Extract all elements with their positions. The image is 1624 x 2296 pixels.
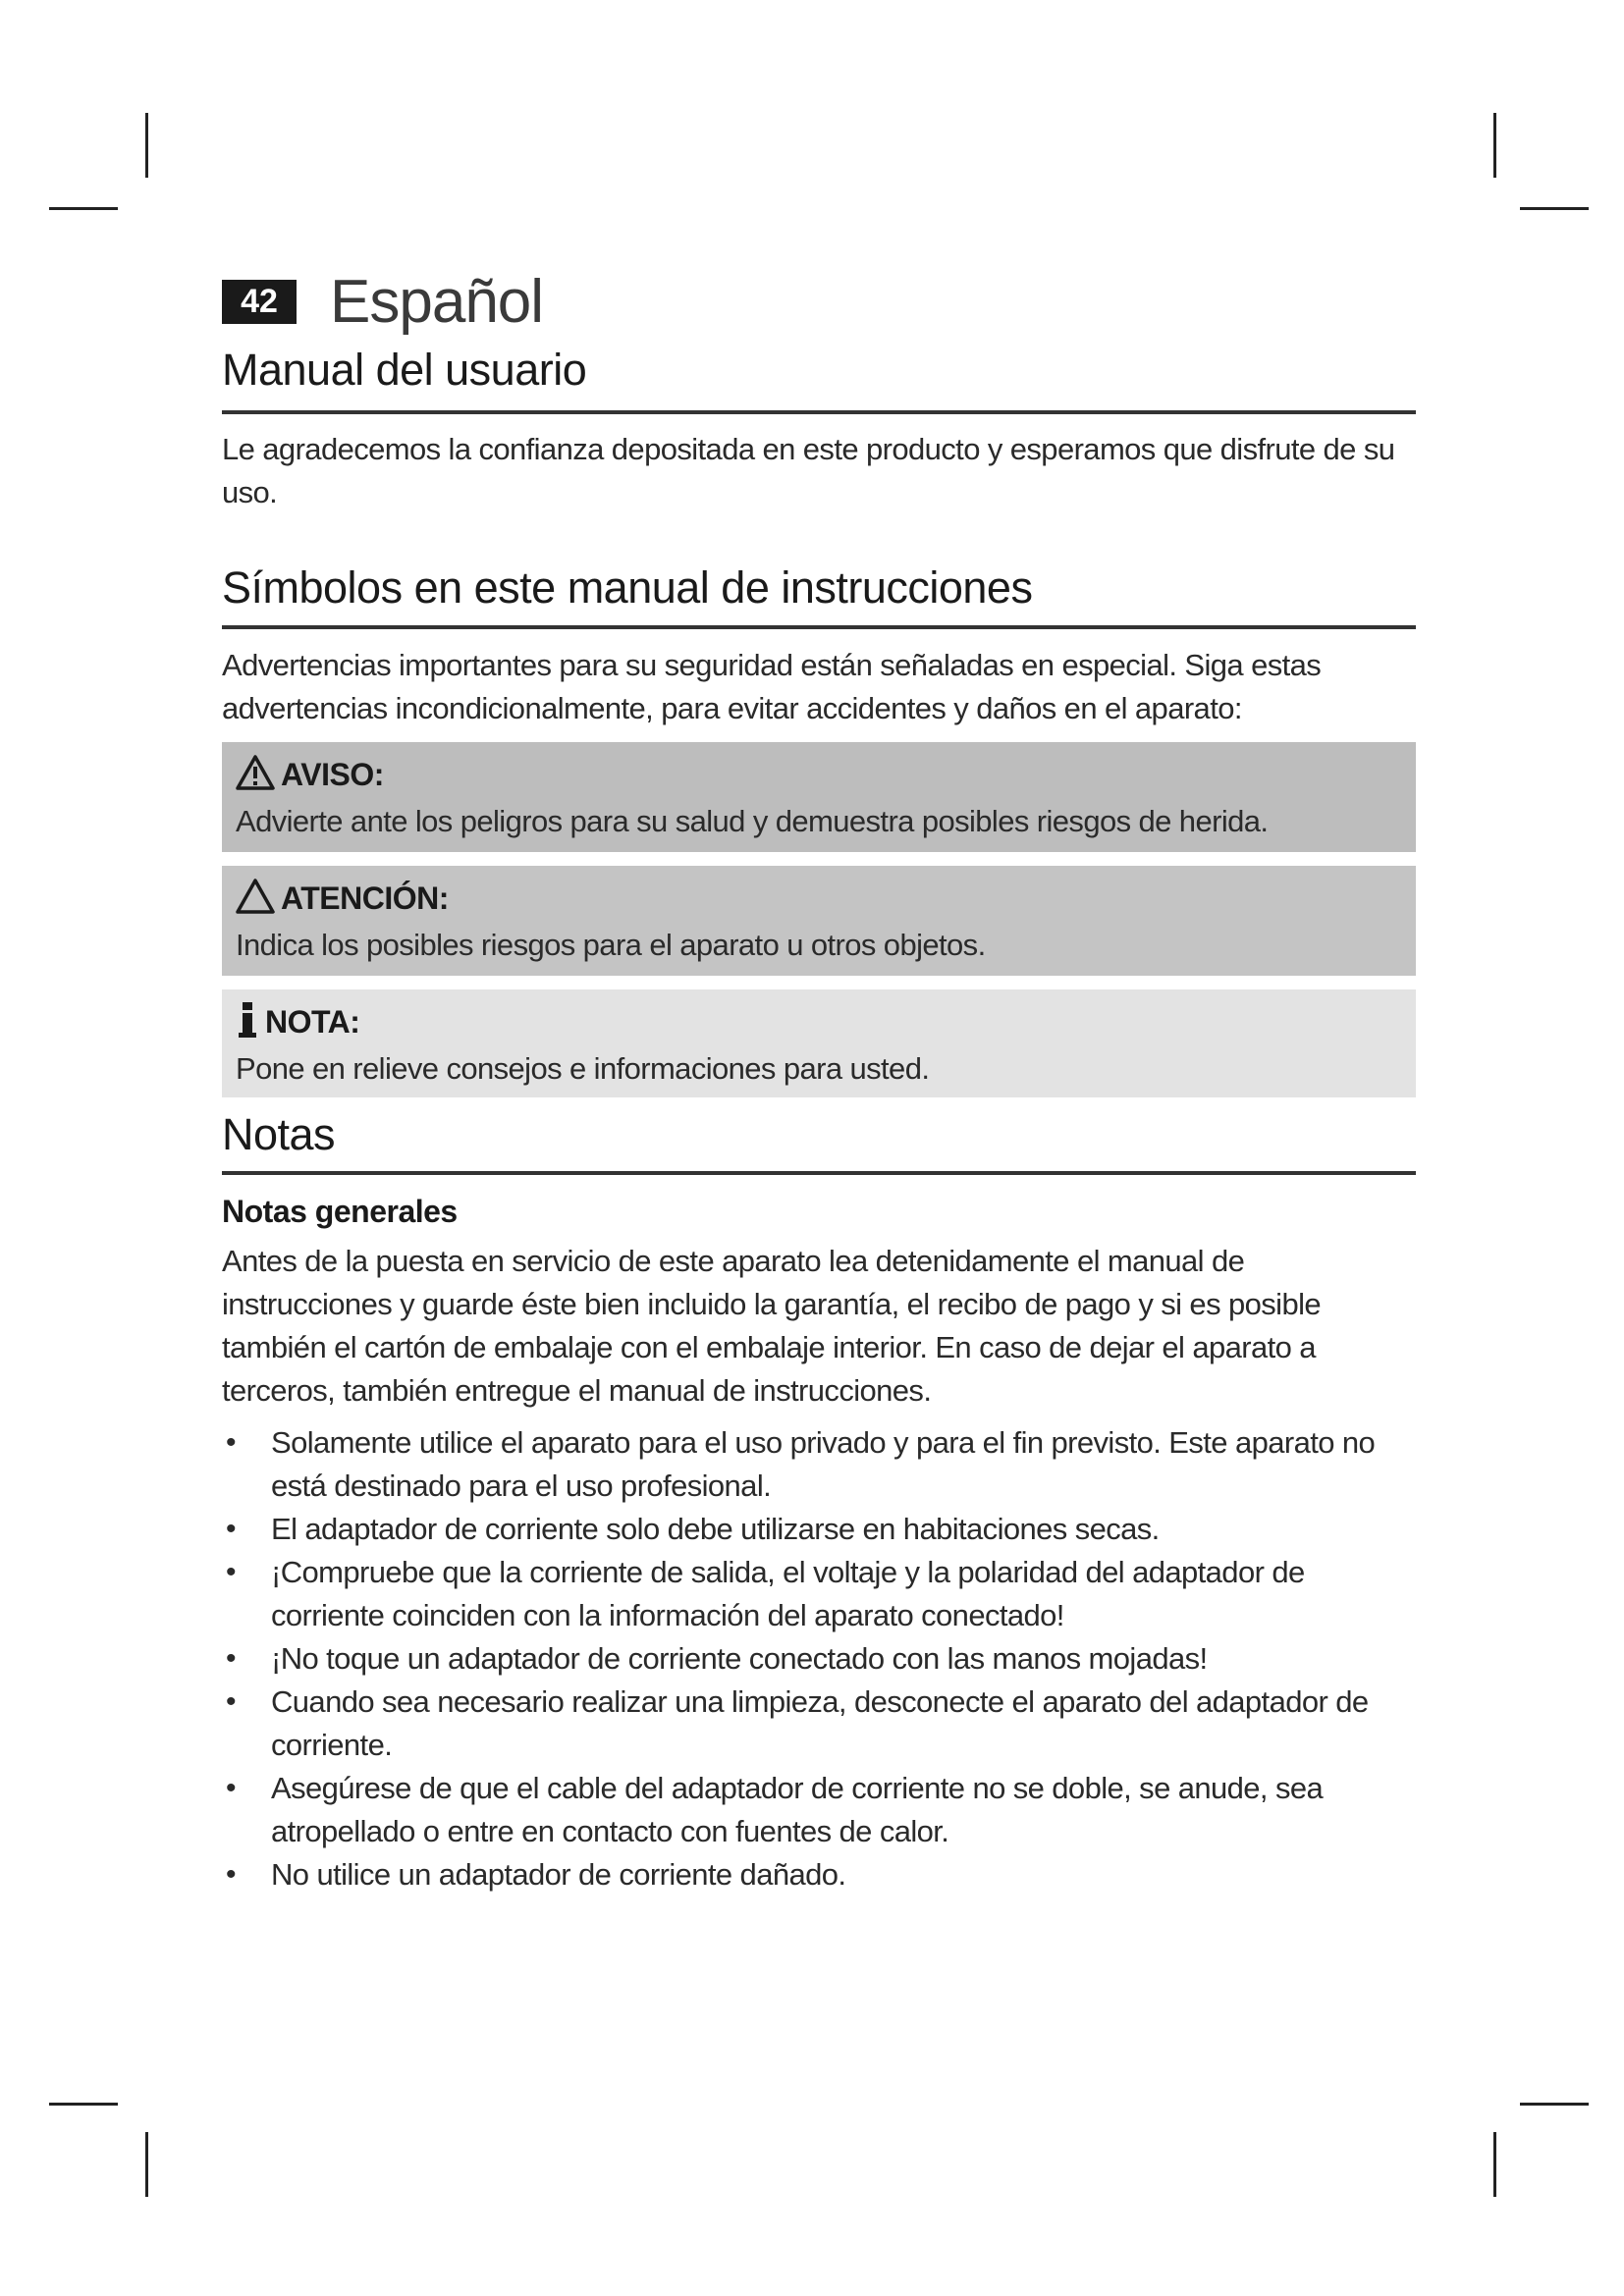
list-item: • ¡No toque un adaptador de corriente conectado con las manos mojadas!: [222, 1637, 1420, 1681]
symbols-paragraph: Advertencias importantes para su seguridad están señaladas en especial. Siga estas advertencias incondicionalmente, para evitar accidentes y daños en el aparato:: [222, 648, 1322, 725]
notes-heading: Notas: [222, 1109, 336, 1159]
list-item: • ¡Compruebe que la corriente de salida, el voltaje y la polaridad del adaptador de corriente coinciden con la información del aparato conectado!: [222, 1551, 1420, 1637]
intro-paragraph: Le agradecemos la confianza depositada en este producto y esperamos que disfrute de su uso.: [222, 432, 1395, 509]
notes-paragraph: Antes de la puesta en servicio de este aparato lea detenidamente el manual de instrucciones y guarde éste bien incluido la garantía, el recibo de pago y si es posible también el cartón de embalaje con el embalaje interior. En caso de dejar el aparato a terceros, también entregue el manual de instrucciones.: [222, 1244, 1322, 1408]
bullet-icon: •: [226, 1426, 236, 1459]
language-title: Español: [330, 268, 544, 336]
notice-title: ATENCIÓN:: [281, 880, 449, 916]
notice-title: AVISO:: [281, 756, 384, 792]
crop-mark: [49, 207, 118, 210]
notice-text: Pone en relieve consejos e informaciones para usted.: [236, 1051, 930, 1086]
crop-mark: [1520, 207, 1589, 210]
list-item: • El adaptador de corriente solo debe utilizarse en habitaciones secas.: [222, 1508, 1420, 1551]
crop-mark: [1520, 2103, 1589, 2106]
crop-mark: [1493, 2132, 1496, 2197]
list-item: • Cuando sea necesario realizar una limpieza, desconecte el aparato del adaptador de corriente.: [222, 1681, 1420, 1767]
notice-atencion: [222, 866, 1416, 976]
divider: [222, 1171, 1416, 1175]
divider: [222, 410, 1416, 414]
bullet-icon: •: [226, 1556, 236, 1588]
notice-text: Advierte ante los peligros para su salud y demuestra posibles riesgos de herida.: [236, 804, 1269, 838]
warning-triangle-icon: [236, 754, 275, 796]
crop-mark: [1493, 113, 1496, 178]
notes-subheading: Notas generales: [222, 1194, 458, 1229]
bullet-icon: •: [226, 1858, 236, 1891]
notice-title: NOTA:: [265, 1003, 360, 1040]
crop-mark: [145, 113, 148, 178]
info-icon: [236, 1000, 259, 1044]
list-item: • No utilice un adaptador de corriente dañado.: [222, 1853, 1420, 1896]
caution-triangle-icon: [236, 878, 275, 920]
crop-mark: [49, 2103, 118, 2106]
notes-bullet-list: [222, 1421, 1420, 1896]
bullet-icon: •: [226, 1642, 236, 1675]
bullet-icon: •: [226, 1513, 236, 1545]
notice-aviso: [222, 742, 1416, 852]
notice-nota: [222, 989, 1416, 1097]
list-item: • Asegúrese de que el cable del adaptador de corriente no se doble, se anude, sea atropellado o entre en contacto con fuentes de calor.: [222, 1767, 1420, 1853]
symbols-heading: Símbolos en este manual de instrucciones: [222, 562, 1033, 613]
crop-mark: [145, 2132, 148, 2197]
bullet-icon: •: [226, 1685, 236, 1718]
list-item: • Solamente utilice el aparato para el uso privado y para el fin previsto. Este aparato no está destinado para el uso profesional.: [222, 1421, 1420, 1508]
page-title: Manual del usuario: [222, 345, 587, 395]
notice-text: Indica los posibles riesgos para el aparato u otros objetos.: [236, 928, 986, 962]
bullet-icon: •: [226, 1772, 236, 1804]
divider: [222, 625, 1416, 629]
page-number: 42: [222, 280, 297, 324]
